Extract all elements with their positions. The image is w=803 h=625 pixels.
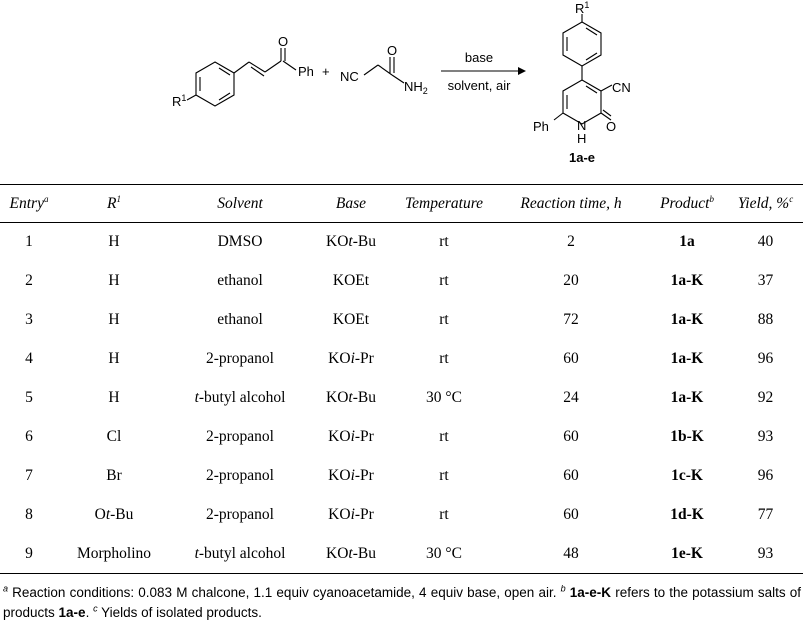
chalcone-ph: Ph (298, 64, 314, 79)
cell-solvent: ethanol (217, 272, 263, 290)
cell-yield: 88 (757, 311, 774, 329)
table-row (0, 301, 803, 340)
cell-product: 1e-K (646, 534, 728, 573)
cell-entry: 9 (0, 534, 58, 573)
cell-temperature: rt (439, 311, 449, 329)
cell-product: 1a-K (670, 350, 704, 368)
cell-r1: H (108, 350, 120, 368)
cell-reaction-time: 60 (563, 466, 579, 484)
cell-solvent: 2-propanol (205, 466, 274, 484)
cell-yield: 92 (757, 389, 774, 406)
cell-r1: H (108, 311, 120, 329)
chalcone-carbonyl-o: O (278, 34, 289, 49)
cell-entry: 1 (25, 233, 33, 251)
table-row (0, 534, 803, 573)
amide-nh2: $NH_2$ (404, 79, 428, 96)
cell-base: KOt-Bu (326, 389, 376, 406)
results-table (0, 184, 803, 574)
cell-base: KOEt (332, 311, 370, 329)
cell-product: 1d-K (670, 505, 704, 523)
cell-r1: Morpholino (58, 534, 170, 573)
cell-r1: H (108, 233, 120, 251)
cell-entry: 8 (25, 505, 33, 523)
table-row (0, 456, 803, 495)
cell-temperature: rt (439, 427, 449, 445)
cell-reaction-time: 24 (563, 389, 579, 406)
cell-solvent: t-butyl alcohol (194, 389, 286, 406)
product-n: N (577, 118, 587, 133)
cell-yield: 96 (757, 466, 774, 484)
cell-product: 1c-K (671, 466, 703, 484)
cell-yield: 37 (757, 272, 774, 290)
cell-yield: 96 (757, 350, 774, 368)
header-temperature: Temperature (392, 185, 496, 223)
table-row (0, 417, 803, 456)
arrow-conditions: solvent, air (447, 78, 511, 93)
cell-r1: H (108, 272, 120, 290)
cell-entry: 7 (25, 466, 33, 484)
plus-sign: + (322, 64, 330, 79)
cell-temperature: 30 °C (392, 534, 496, 573)
cell-solvent: ethanol (217, 311, 263, 329)
cell-temperature: rt (439, 466, 449, 484)
header-base: Base (310, 185, 392, 223)
cell-temperature: rt (439, 233, 449, 251)
header-reaction-time: Reaction time, h (496, 185, 646, 223)
table-header-row (0, 185, 803, 223)
cell-yield: 93 (757, 427, 774, 445)
table-row (0, 495, 803, 534)
cell-temperature: rt (439, 505, 449, 523)
cell-reaction-time: 60 (563, 427, 579, 445)
cell-base: KOi-Pr (328, 505, 374, 523)
cell-product: 1a-K (670, 389, 704, 406)
cell-reaction-time: 48 (496, 534, 646, 573)
chalcone-r-label: $R^1$ (172, 93, 187, 109)
header-product: Product$^b$ (646, 185, 728, 223)
cell-r1: Ot-Bu (94, 505, 134, 523)
product-nh: H (577, 131, 587, 146)
cell-base: KOt-Bu (326, 233, 376, 251)
cell-product: 1a-K (670, 311, 704, 329)
arrow-reagent: base (464, 50, 494, 65)
cell-reaction-time: 20 (563, 272, 579, 290)
cell-yield: 77 (757, 505, 774, 523)
cyano-nc: NC (340, 69, 359, 84)
table-row (0, 262, 803, 301)
cell-product: 1b-K (670, 427, 704, 445)
cell-yield: 40 (757, 233, 774, 251)
cell-entry: 3 (25, 311, 33, 329)
header-solvent: Solvent (170, 185, 310, 223)
cell-base: KOi-Pr (328, 350, 374, 368)
cell-r1: Br (106, 466, 122, 484)
cell-solvent: 2-propanol (205, 350, 274, 368)
cell-temperature: rt (439, 272, 449, 290)
cell-base: KOt-Bu (310, 534, 392, 573)
product-r-label: $R^1$ (575, 0, 590, 16)
product-cn: CN (612, 80, 631, 95)
cell-solvent: t-butyl alcohol (170, 534, 310, 573)
header-entry: Entry$^a$ (0, 185, 58, 223)
cell-entry: 4 (25, 350, 33, 368)
cell-base: KOEt (332, 272, 370, 290)
table-row (0, 340, 803, 379)
product-carbonyl-o: O (606, 119, 617, 134)
product-ph: Ph (533, 119, 549, 134)
header-yield: Yield, %$^c$ (728, 185, 803, 223)
cell-entry: 5 (25, 389, 33, 406)
cell-reaction-time: 60 (563, 505, 579, 523)
header-r1: $R^1$ (58, 185, 170, 223)
cell-base: KOi-Pr (328, 466, 374, 484)
cell-solvent: 2-propanol (205, 505, 274, 523)
table-row (0, 379, 803, 418)
cell-reaction-time: 72 (563, 311, 579, 329)
table-footnote: $^a$ Reaction conditions: 0.083 M chalcone, 1.1 equiv cyanoacetamide, 4 equiv base, open air. $^b$ 1a-e-K refers to the potassium salts of products 1a-e. $^c$ Yields of isolated products. (3, 583, 802, 620)
cell-temperature: 30 °C (426, 389, 462, 406)
cell-entry: 6 (25, 427, 33, 445)
amide-o: O (387, 43, 398, 58)
cell-solvent: DMSO (217, 233, 263, 251)
cell-solvent: 2-propanol (205, 427, 274, 445)
table-row (0, 223, 803, 262)
product-label: 1a-e (568, 150, 596, 165)
cell-yield: 93 (728, 534, 803, 573)
cell-base: KOi-Pr (328, 427, 374, 445)
cell-r1: H (108, 389, 120, 406)
cell-temperature: rt (439, 350, 449, 368)
cell-product: 1a (679, 233, 695, 251)
cell-entry: 2 (25, 272, 33, 290)
cell-r1: Cl (106, 427, 122, 445)
cell-reaction-time: 2 (567, 233, 575, 251)
cell-product: 1a-K (670, 272, 704, 290)
cell-reaction-time: 60 (563, 350, 579, 368)
reaction-scheme (0, 0, 803, 178)
